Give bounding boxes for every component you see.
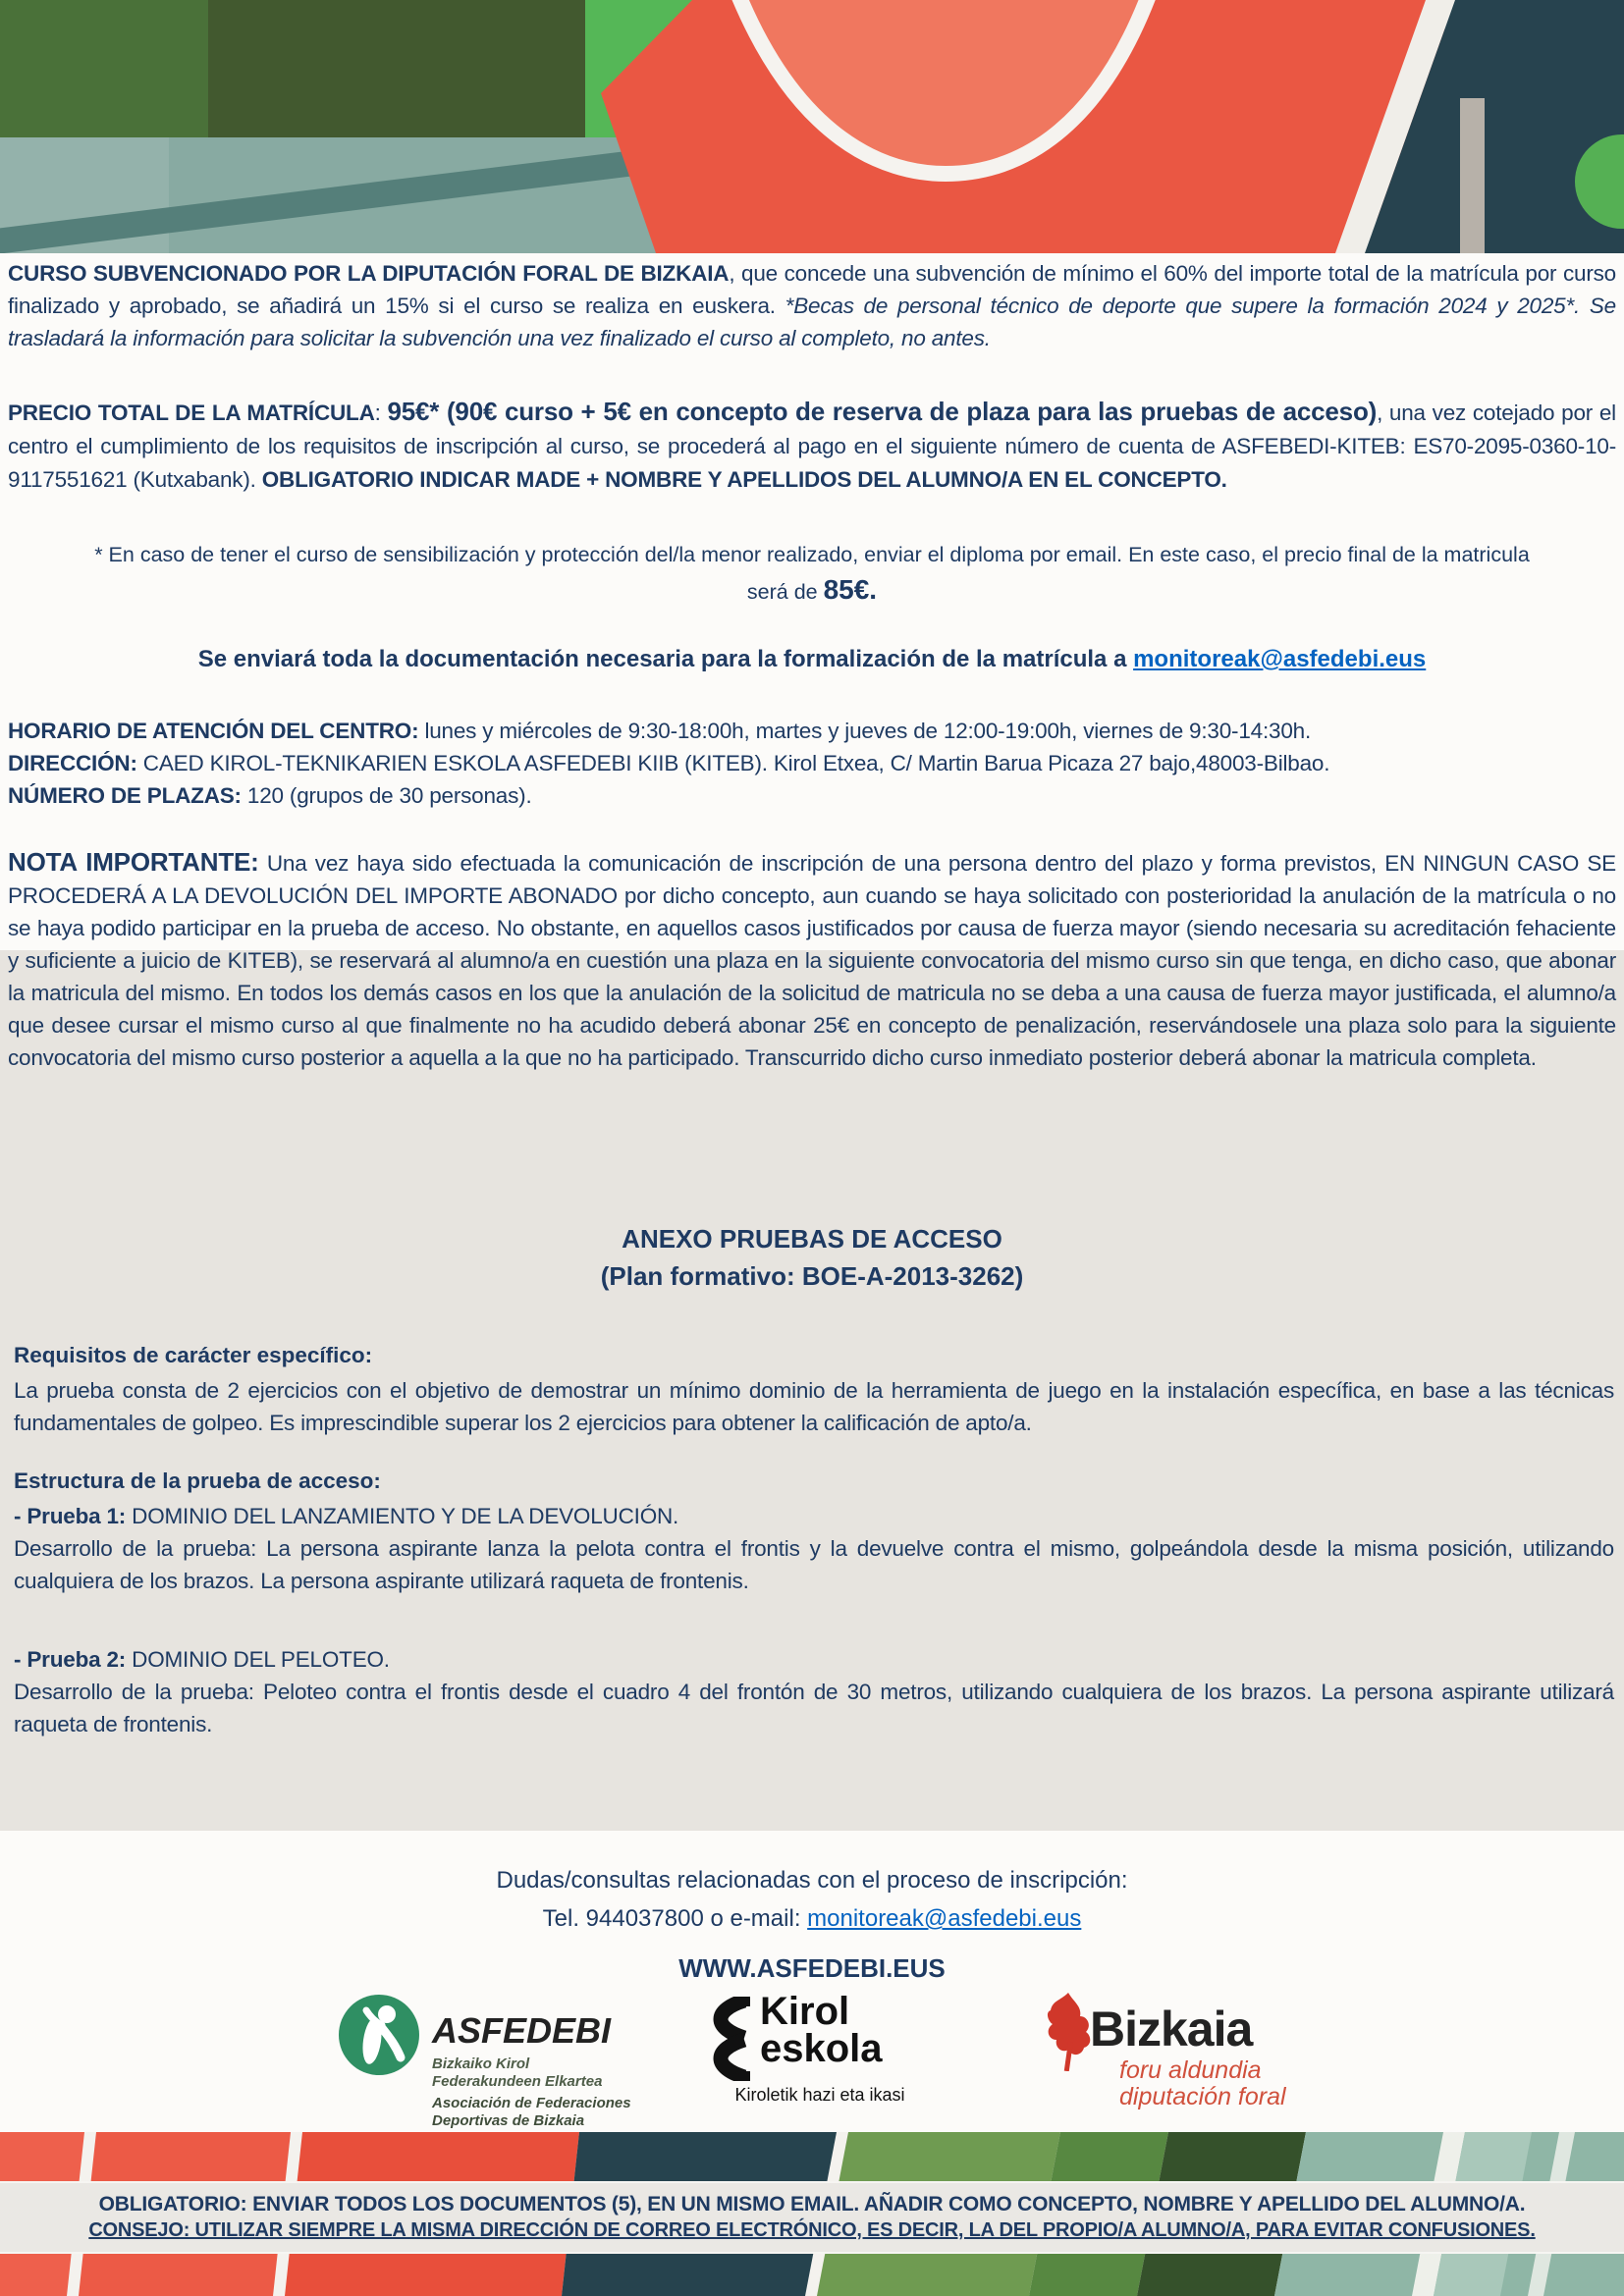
seats-value: 120 (grupos de 30 personas). xyxy=(241,783,532,808)
footer-text-strip xyxy=(0,2181,1624,2254)
prueba2-label: - Prueba 2: xyxy=(14,1647,127,1672)
footer-line2: CONSEJO: UTILIZAR SIEMPRE LA MISMA DIRECCIÓN DE CORREO ELECTRÓNICO, ES DECIR, LA DEL PROPIO/A ALUMNO/A, PARA EVITAR CONFUSIONES. xyxy=(88,2219,1536,2241)
contact-line2-text: Tel. 944037800 o e-mail: xyxy=(542,1905,808,1932)
bizkaia-sub2: diputación foral xyxy=(1119,2083,1286,2110)
anexo-title-line1: ANEXO PRUEBAS DE ACCESO xyxy=(622,1224,1002,1254)
contact-email-link[interactable]: monitoreak@asfedebi.eus xyxy=(807,1905,1082,1932)
intro-italic: *Becas de personal técnico de deporte que supere la formación 2024 y 2025*. Se trasladará la información para solicitar la subvención una vez finalizado el curso al completo, no antes. xyxy=(8,294,1616,350)
asfedebi-sub4: Deportivas de Bizkaia xyxy=(432,2112,585,2129)
bizkaia-sub1: foru aldundia xyxy=(1119,2056,1262,2084)
intro-regular: , que concede una subvención de mínimo el 60% del importe total de la matrícula por curso finalizado y aprobado, se añadirá un 15% si el curso se realiza en euskera. xyxy=(8,261,1616,318)
prueba2-description: Desarrollo de la prueba: Peloteo contra el frontis desde el cuadro 4 del frontón de 30 metros, utilizando cualquiera de los brazos. La persona aspirante utilizará raqueta de frontenis. xyxy=(14,1680,1614,1736)
prueba1-description: Desarrollo de la prueba: La persona aspirante lanza la pelota contra el frontis y la devuelve contra el mismo, golpeándola desde la misma posición, utilizando cualquiera de los brazos. La persona aspirante utilizará raqueta de frontenis. xyxy=(14,1536,1614,1593)
important-note-text: Una vez haya sido efectuada la comunicación de inscripción de una persona dentro del plazo y forma previstos, EN NINGUN CASO SE PROCEDERÁ A LA DEVOLUCIÓN DEL IMPORTE ABONADO por dicho concepto, aun cuando se haya solicitado con posterioridad la anulación de la matrícula o no se haya podido participar en la prueba de acceso. No obstante, en aquellos casos justificados por causa de fuerza mayor (siendo necesaria su acreditación fehaciente y suficiente a juicio de KITEB), se reservará al alumno/a en cuestión una plaza en la siguiente convocatoria del mismo curso sin que tenga, en dicho caso, que abonar la matricula del mismo. En todos los demás casos en los que la anulación de la solicitud de matricula no se deba a una causa de fuerza mayor justificada, el alumno/a que desee cursar el mismo curso al que finalmente no ha acudido deberá abonar 25€ en concepto de penalización, reservándosele una plaza solo para la siguiente convocatoria del mismo curso posterior a aquella a la que no ha participado. Transcurrido dicho curso inmediato posterior deberá abonar la matricula completa. xyxy=(8,851,1616,1070)
price-amount: 95€* (90€ curso + 5€ en concepto de reserva de plaza para las pruebas de acceso) xyxy=(387,397,1378,426)
footer-line1: OBLIGATORIO: ENVIAR TODOS LOS DOCUMENTOS (5), EN UN MISMO EMAIL. AÑADIR COMO CONCEPTO, NOMBRE Y APELLIDO DEL ALUMNO/A. xyxy=(98,2193,1526,2216)
bizkaia-name: Bizkaia xyxy=(1090,2002,1253,2056)
header-banner-art xyxy=(0,0,1624,253)
price-footnote xyxy=(76,538,1548,610)
intro-paragraph xyxy=(8,257,1616,354)
anexo-title-line2: (Plan formativo: BOE-A-2013-3262) xyxy=(600,1261,1024,1291)
footnote-amount: 85€. xyxy=(823,574,878,605)
important-note-label: NOTA IMPORTANTE: xyxy=(8,847,259,877)
anexo-heading xyxy=(8,1220,1616,1295)
asfedebi-sub3: Asociación de Federaciones xyxy=(432,2095,631,2111)
header-red-shape-icon xyxy=(589,0,1624,253)
price-label: PRECIO TOTAL DE LA MATRÍCULA xyxy=(8,400,375,425)
asfedebi-logo-icon xyxy=(339,1995,419,2075)
documentation-email-link[interactable]: monitoreak@asfedebi.eus xyxy=(1133,646,1427,672)
contact-line2 xyxy=(8,1899,1616,1938)
header-teal-band-icon xyxy=(0,137,677,253)
important-note-paragraph xyxy=(8,846,1616,1074)
price-after: , una vez cotejado por el centro el cumplimiento de los requisitos de inscripción al curso, se procederá al pago en el siguiente número de cuenta de ASFEBEDI-KITEB: ES70-2095-0360-10-9117551621 (Kutxabank). xyxy=(8,400,1616,492)
kirol-tagline: Kiroletik hazi eta ikasi xyxy=(734,2085,905,2105)
prueba2-title: DOMINIO DEL PELOTEO. xyxy=(126,1647,390,1672)
prueba1-label: - Prueba 1: xyxy=(14,1504,127,1528)
asfedebi-name: ASFEDEBI xyxy=(432,2010,612,2051)
footnote-text: * En caso de tener el curso de sensibilización y protección del/la menor realizado, enviar el diploma por email. En este caso, el precio final de la matricula será de xyxy=(94,543,1530,604)
address-line xyxy=(8,747,1616,779)
kirol-name-line2: eskola xyxy=(760,2027,883,2070)
contact-line1: Dudas/consultas relacionadas con el proceso de inscripción: xyxy=(496,1867,1128,1894)
address-label: DIRECCIÓN: xyxy=(8,751,137,775)
address-value: CAED KIROL-TEKNIKARIEN ESKOLA ASFEDEBI KIIB (KITEB). Kirol Etxea, C/ Martin Barua Picaza 27 bajo,48003-Bilbao. xyxy=(136,751,1330,775)
estructura-heading: Estructura de la prueba de acceso: xyxy=(14,1468,381,1493)
asfedebi-sub2: Federakundeen Elkartea xyxy=(432,2073,603,2090)
price-bold-end: OBLIGATORIO INDICAR MADE + NOMBRE Y APELLIDOS DEL ALUMNO/A EN EL CONCEPTO. xyxy=(261,467,1227,492)
price-paragraph xyxy=(8,395,1616,497)
asfedebi-sub1: Bizkaiko Kirol xyxy=(432,2056,530,2072)
logos-row xyxy=(0,1985,1624,2129)
requisitos-heading: Requisitos de carácter específico: xyxy=(14,1343,373,1367)
schedule-line xyxy=(8,715,1616,747)
header-green-block-icon xyxy=(0,0,208,137)
prueba2-title-line xyxy=(14,1643,1614,1676)
seats-line xyxy=(8,779,1616,812)
prueba1-title: DOMINIO DEL LANZAMIENTO Y DE LA DEVOLUCIÓN. xyxy=(126,1504,679,1528)
price-sep: : xyxy=(374,400,388,425)
kirol-name-line1: Kirol xyxy=(760,1990,850,2033)
kirol-eskola-logo-icon xyxy=(699,1997,750,2081)
contact-block xyxy=(8,1861,1616,1938)
header-arc-icon xyxy=(0,0,208,137)
documentation-text: Se enviará toda la documentación necesaria para la formalización de la matrícula a xyxy=(197,646,1134,672)
intro-bold: CURSO SUBVENCIONADO POR LA DIPUTACIÓN FORAL DE BIZKAIA xyxy=(8,261,730,286)
website-line: WWW.ASFEDEBI.EUS xyxy=(678,1953,946,1983)
header-dark-green-block-icon xyxy=(208,0,632,137)
seats-label: NÚMERO DE PLAZAS: xyxy=(8,783,242,808)
bizkaia-leaf-icon xyxy=(1043,1991,1094,2071)
schedule-label: HORARIO DE ATENCIÓN DEL CENTRO: xyxy=(8,719,419,743)
requisitos-body: La prueba consta de 2 ejercicios con el objetivo de demostrar un mínimo dominio de la herramienta de juego en la instalación específica, en base a las técnicas fundamentales de golpeo. Es imprescindible superar los 2 ejercicios para obtener la calificación de apto/a. xyxy=(14,1378,1614,1435)
documentation-line xyxy=(8,646,1616,673)
kirol-name xyxy=(760,1990,883,2070)
schedule-value: lunes y miércoles de 9:30-18:00h, martes y jueves de 12:00-19:00h, viernes de 9:30-14:30h. xyxy=(418,719,1312,743)
info-block xyxy=(8,715,1616,812)
prueba1-title-line xyxy=(14,1500,1614,1532)
